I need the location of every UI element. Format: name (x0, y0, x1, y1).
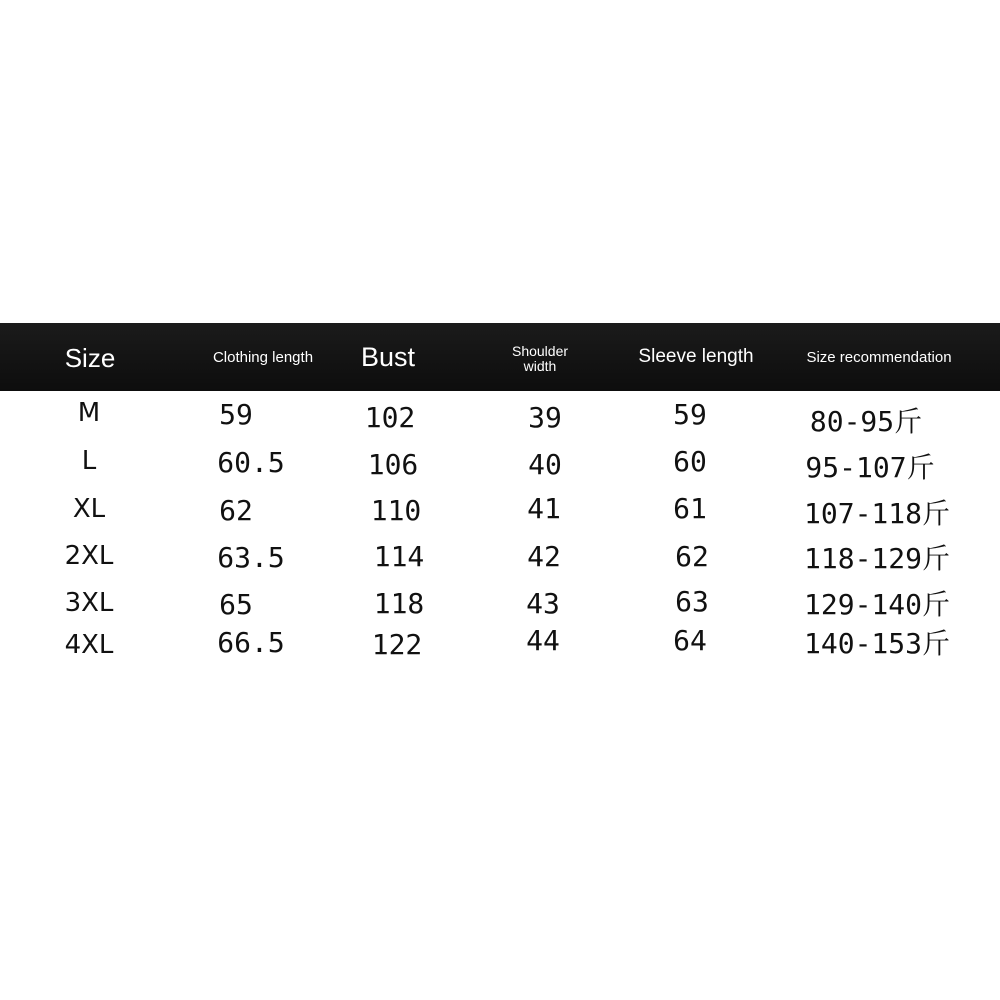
header-bust: Bust (360, 342, 416, 372)
header-shoulder-line1: Shoulder (511, 343, 569, 359)
row-shoulder-width: 39 (528, 401, 562, 434)
row-size-recommendation: 118-129斤 (803, 542, 951, 575)
row-bust: 110 (370, 494, 422, 527)
row-clothing-length: 63.5 (217, 541, 285, 574)
header-shoulder-line2: width (523, 358, 557, 374)
row-sleeve-length: 62 (675, 540, 709, 573)
row-size: L (81, 446, 97, 476)
row-bust: 102 (364, 401, 416, 434)
row-clothing-length: 65 (219, 588, 253, 621)
header-shoulder-width (512, 344, 568, 374)
row-clothing-length: 59 (219, 398, 253, 431)
header-sleeve-length: Sleeve length (638, 346, 754, 367)
row-sleeve-length: 64 (673, 624, 707, 657)
header-clothing-length: Clothing length (212, 349, 314, 366)
row-shoulder-width: 42 (527, 540, 561, 573)
row-size: 3XL (64, 588, 114, 618)
row-size-recommendation: 95-107斤 (805, 451, 935, 484)
row-shoulder-width: 41 (527, 492, 561, 525)
row-shoulder-width: 44 (526, 624, 560, 657)
row-shoulder-width: 40 (528, 448, 562, 481)
row-size-recommendation: 140-153斤 (803, 627, 951, 660)
row-sleeve-length: 59 (673, 398, 707, 431)
row-bust: 106 (367, 448, 419, 481)
header-size: Size (64, 343, 116, 373)
row-size-recommendation: 80-95斤 (809, 405, 923, 438)
row-size: XL (72, 494, 106, 524)
row-size-recommendation: 129-140斤 (803, 588, 951, 621)
row-size: 2XL (64, 541, 114, 571)
row-size-recommendation: 107-118斤 (803, 497, 951, 530)
header-size-recommendation: Size recommendation (806, 349, 952, 366)
row-size: M (77, 398, 101, 428)
row-clothing-length: 60.5 (217, 446, 285, 479)
row-size: 4XL (64, 630, 114, 660)
row-bust: 114 (373, 540, 425, 573)
row-shoulder-width: 43 (526, 587, 560, 620)
row-clothing-length: 66.5 (217, 626, 285, 659)
row-clothing-length: 62 (219, 494, 253, 527)
row-sleeve-length: 63 (675, 585, 709, 618)
row-sleeve-length: 61 (673, 492, 707, 525)
row-bust: 122 (371, 628, 423, 661)
row-sleeve-length: 60 (673, 445, 707, 478)
row-bust: 118 (373, 587, 425, 620)
